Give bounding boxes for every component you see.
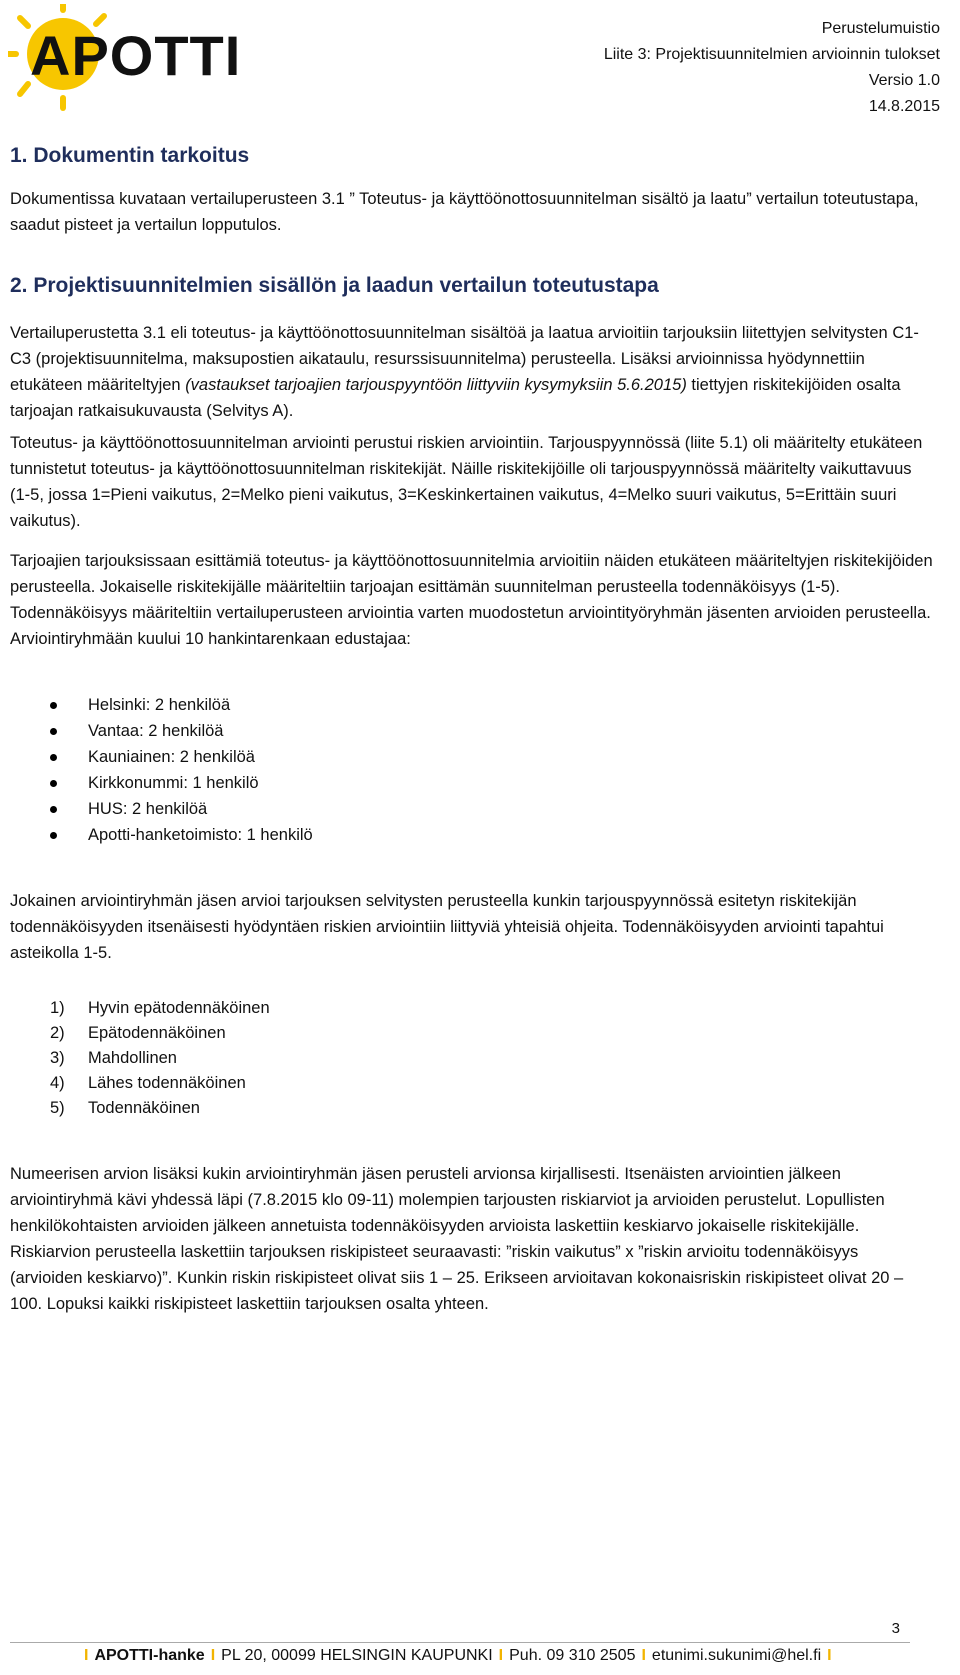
footer-separator: I	[827, 1647, 832, 1664]
footer-separator: I	[641, 1647, 646, 1664]
bullet-icon	[50, 754, 57, 761]
list-item-label: Todennäköinen	[88, 1099, 200, 1117]
list-number: 5)	[50, 1099, 65, 1117]
footer-email: etunimi.sukunimi@hel.fi	[651, 1647, 822, 1664]
list-number: 3)	[50, 1049, 65, 1067]
footer-separator: I	[84, 1647, 89, 1664]
list-item	[10, 1021, 935, 1046]
list-item	[10, 718, 935, 744]
bullet-icon	[50, 780, 57, 787]
section-2-para-5: Numeerisen arvion lisäksi kukin arviointiryhmän jäsen perusteli arvionsa kirjallisesti. Itsenäisten arviointien jälkeen arviointiryhmä kävi yhdessä läpi (7.8.2015 klo 09-11) molempien tarjousten riskiarviot ja arvioiden perustelut. Lopullisten henkilökohtaisten arvioiden jälkeen annetuista todennäköisyyden arvioista laskettiin keskiarvo jokaiselle riskitekijälle. Riskiarvion perusteella laskettiin tarjouksen riskipisteet seuraavasti: ”riskin vaikutus” x ”riskin arvioitu todennäköisyys (arvioiden keskiarvo)”. Kunkin riskin riskipisteet olivat siis 1 – 25. Erikseen arvioitavan kokonaisriskin riskipisteet olivat 20 – 100. Lopuksi kaikki riskipisteet laskettiin tarjouksen osalta yhteen.	[10, 1165, 904, 1313]
footer-org: APOTTI-hanke	[94, 1647, 205, 1664]
section-2-para-2: Toteutus- ja käyttöönottosuunnitelman arviointi perustui riskien arviointiin. Tarjouspyynnössä (liite 5.1) oli määritelty etukäteen tunnistetut toteutus- ja käyttöönottosuunnitelman riskitekijät. Näille riskitekijöille oli tarjouspyynnössä määritelty vaikuttavuus (1-5, jossa 1=Pieni vaikutus, 2=Melko pieni vaikutus, 3=Keskinkertainen vaikutus, 4=Melko suuri vaikutus, 5=Erittäin suuri vaikutus).	[10, 434, 923, 530]
document-header	[604, 16, 940, 120]
list-item	[10, 822, 935, 848]
list-number: 2)	[50, 1024, 65, 1042]
list-item	[10, 1096, 935, 1121]
list-item-label: Lähes todennäköinen	[88, 1074, 246, 1092]
logo-wordmark: APOTTI	[30, 24, 242, 87]
page-number: 3	[891, 1620, 900, 1637]
bullet-icon	[50, 806, 57, 813]
bullet-icon	[50, 832, 57, 839]
list-item-label: Epätodennäköinen	[88, 1024, 226, 1042]
doc-type: Perustelumuistio	[821, 20, 940, 37]
footer-address: PL 20, 00099 HELSINGIN KAUPUNKI	[221, 1647, 493, 1664]
bullet-icon	[50, 728, 57, 735]
section-1-heading: 1. Dokumentin tarkoitus	[10, 144, 250, 167]
page-footer	[78, 1647, 838, 1665]
section-2-para-4: Jokainen arviointiryhmän jäsen arvioi tarjouksen selvitysten perusteella kunkin tarjouspyynnössä esitetyn riskitekijän todennäköisyyden itsenäisesti hyödyntäen riskien arviointiin liittyviä yhteisiä ohjeita. Todennäköisyyden arviointi tapahtui asteikolla 1-5.	[10, 892, 884, 962]
para-1-italic: (vastaukset tarjoajien tarjouspyyntöön liittyviin kysymyksiin 5.6.2015)	[185, 376, 687, 394]
list-item-label: Kirkkonummi: 1 henkilö	[88, 774, 259, 792]
doc-date: 14.8.2015	[868, 98, 940, 115]
doc-subtitle: Liite 3: Projektisuunnitelmien arvioinnin tulokset	[603, 46, 940, 63]
member-list	[10, 692, 935, 848]
list-item	[10, 796, 935, 822]
list-item-label: Apotti-hanketoimisto: 1 henkilö	[88, 826, 313, 844]
footer-phone: Puh. 09 310 2505	[509, 1647, 636, 1664]
list-item-label: Vantaa: 2 henkilöä	[88, 722, 224, 740]
list-item	[10, 744, 935, 770]
list-item	[10, 1071, 935, 1096]
list-item	[10, 1046, 935, 1071]
apotti-logo	[8, 4, 248, 116]
footer-separator: I	[498, 1647, 504, 1664]
probability-scale	[10, 996, 935, 1121]
doc-version: Versio 1.0	[868, 72, 940, 89]
footer-divider	[10, 1642, 910, 1643]
list-item	[10, 996, 935, 1021]
list-item-label: HUS: 2 henkilöä	[88, 800, 208, 818]
list-item-label: Helsinki: 2 henkilöä	[88, 696, 231, 714]
bullet-icon	[50, 702, 57, 709]
section-2-heading: 2. Projektisuunnitelmien sisällön ja laadun vertailun toteutustapa	[10, 274, 659, 297]
footer-separator: I	[210, 1647, 216, 1664]
section-1-text: Dokumentissa kuvataan vertailuperusteen 3.1 ” Toteutus- ja käyttöönottosuunnitelman sisältö ja laatu” vertailun toteutustapa, saadut pisteet ja vertailun lopputulos.	[10, 190, 919, 234]
section-2-para-3: Tarjoajien tarjouksissaan esittämiä toteutus- ja käyttöönottosuunnitelmia arvioitiin näiden etukäteen määriteltyjen riskitekijöiden perusteella. Jokaiselle riskitekijälle määriteltiin tarjoajan esittämän suunnitelman perusteella todennäköisyys (1-5). Todennäköisyys määriteltiin vertailuperusteen arviointia varten muodostetun arviointityöryhmän jäsenten arvioiden perusteella. Arviointiryhmään kuului 10 hankintarenkaan edustajaa:	[10, 552, 933, 648]
list-item-label: Hyvin epätodennäköinen	[88, 999, 270, 1017]
list-item	[10, 692, 935, 718]
para-1-text-a: Vertailuperustetta 3.1 eli toteutus- ja käyttöönottosuunnitelman sisältöä ja laatua arvioitiin tarjouksiin liitettyjen selvitysten C1-C3 (projektisuunnitelma, maksupostien aikataulu, resurssisuunnitelma) perusteella. Lisäksi arvioinnissa hyödynnettiin etukäteen määriteltyjen	[10, 324, 919, 394]
list-item	[10, 770, 935, 796]
list-item-label: Kauniainen: 2 henkilöä	[88, 748, 255, 766]
list-number: 1)	[50, 999, 65, 1017]
document-body	[10, 144, 935, 1317]
section-2-para-1	[10, 320, 935, 424]
para-1-text-b: tiettyjen riskitekijöiden osalta tarjoajan ratkaisukuvausta (Selvitys A).	[10, 376, 901, 420]
list-item-label: Mahdollinen	[88, 1049, 177, 1067]
list-number: 4)	[50, 1074, 65, 1092]
